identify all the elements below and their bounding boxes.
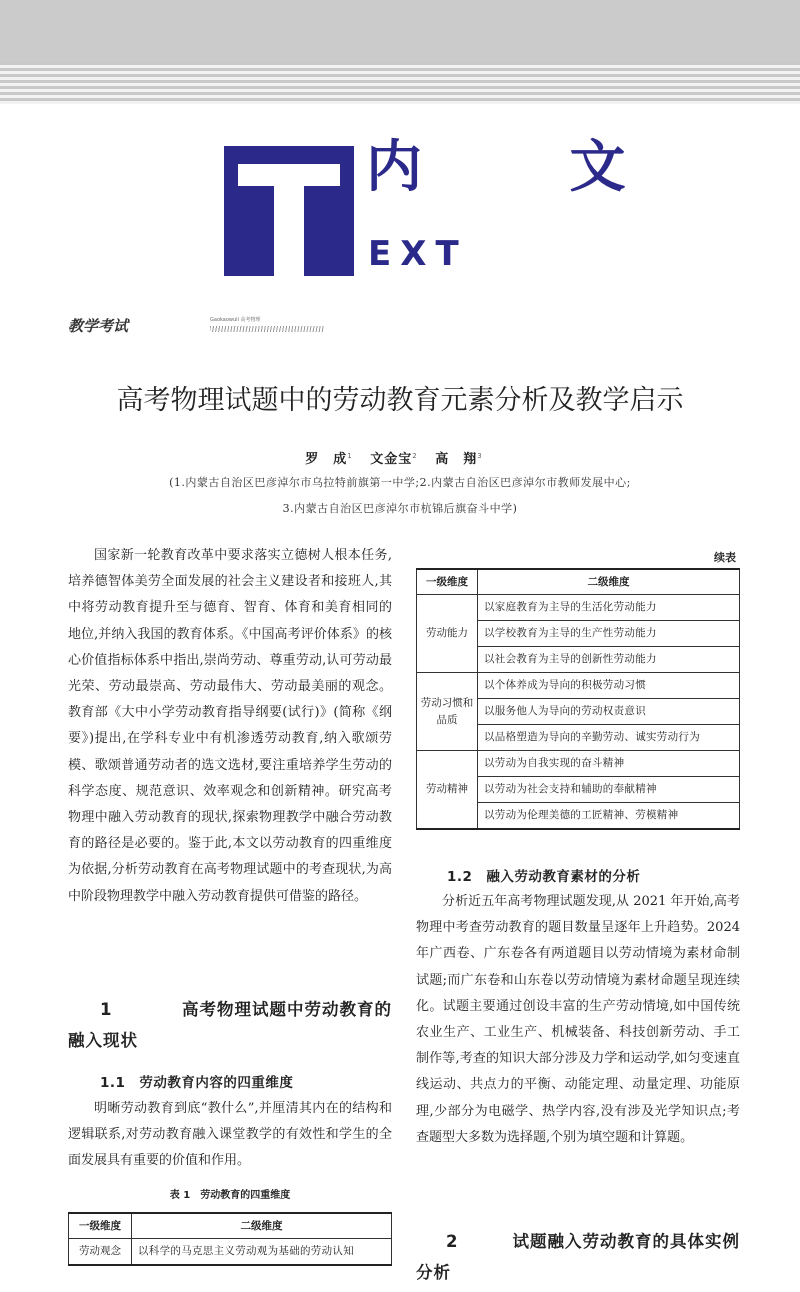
para-1-1 [68,1096,392,1175]
table-cell: 以服务他人为导向的劳动权责意识 [478,699,740,725]
section-divider [210,326,324,332]
table-cell: 以科学的马克思主义劳动观为基础的劳动认知 [132,1239,392,1266]
heading-1-num: 1 [100,1000,113,1019]
author-sup: 1 [347,451,353,460]
affiliation-line-1: (1.内蒙古自治区巴彦淖尔市乌拉特前旗第一中学;2.内蒙古自治区巴彦淖尔市教师发展中心; [169,476,631,489]
para-1-1-text: 明晰劳动教育到底“教什么”,并厘清其内在的结构和逻辑联系,对劳动教育融入课堂教学的有效性和学生的全面发展具有重要的价值和作用。 [68,1101,392,1169]
heading-1 [68,994,392,1056]
table-cell: 以劳动为伦理美德的工匠精神、劳模精神 [478,803,740,830]
para-1-2 [416,889,740,1151]
heading-2-line1: 试题融入劳动教育的具体实例 [512,1232,740,1251]
table-cell: 以劳动为自我实现的奋斗精神 [478,751,740,777]
heading-1-line1: 高考物理试题中劳动教育的 [182,1000,392,1019]
header-bar [0,0,800,62]
author-sup: 3 [477,451,483,460]
heading-2-line2: 分析 [416,1263,451,1282]
table-cell: 以学校教育为主导的生产性劳动能力 [478,621,740,647]
table-cell: 以社会教育为主导的创新性劳动能力 [478,647,740,673]
author-name: 高 翔 [435,452,478,467]
table-head-1: 一级维度 [69,1213,132,1239]
table-group-label: 劳动能力 [417,595,478,673]
table-cell: 以个体养成为导向的积极劳动习惯 [478,673,740,699]
logo-en-text: EXT [368,234,468,274]
heading-1-2: 1.2 融入劳动教育素材的分析 [447,869,641,885]
author-name: 文金宝 [370,452,413,467]
table-head-2: 二级维度 [132,1213,392,1239]
table-cell: 以家庭教育为主导的生活化劳动能力 [478,595,740,621]
table-cell: 以劳动为社会支持和辅助的奉献精神 [478,777,740,803]
section-title: 教学考试 [68,317,129,335]
intro-paragraph [68,543,392,910]
table-1-continued [416,568,740,830]
logo-t-block [224,146,354,276]
table-1 [68,1212,392,1266]
heading-1-line2: 融入现状 [68,1031,138,1050]
heading-2-num: 2 [446,1232,459,1251]
table-cell: 以品格塑造为导向的辛勤劳动、诚实劳动行为 [478,725,740,751]
header-stripes [0,62,800,104]
logo-t-stem [274,164,304,276]
table-head-1: 一级维度 [417,569,478,595]
table-row-label: 劳动观念 [69,1239,132,1266]
affiliation-line-2: 3.内蒙古自治区巴彦淖尔市杭锦后旗奋斗中学) [282,502,518,515]
authors [0,448,800,467]
table-head-2: 二级维度 [478,569,740,595]
para-1-2-text: 分析近五年高考物理试题发现,从 2021 年开始,高考物理中考查劳动教育的题目数量呈逐年上升趋势。2024 年广西卷、广东卷各有两道题目以劳动情境为素材命制试题;而广东卷和山东卷以劳动情境为素材命题呈现连续化。试题主要通过创设丰富的生产劳动情境,如中国传统农业生产、工业生产、机械装备、科技创新劳动、手工制作等,考查的知识大部分涉及力学和运动学,如匀变速直线运动、共点力的平衡、动能定理、动量定理、功能原理,少部分为电磁学、热学内容,没有涉及光学知识点;考查题型大多数为选择题,个别为填空题和计算题。 [416,894,740,1145]
author-sup: 2 [412,451,418,460]
section-label [68,315,268,335]
logo-cn-text: 内 文 [366,135,690,200]
author-name: 罗 成 [305,452,348,467]
section-en: Gaokaowuli 高考物理 [210,317,261,323]
table-group-label: 劳动习惯和品质 [417,673,478,751]
table-caption: 表 1 劳动教育的四重维度 [169,1190,291,1201]
heading-1-1: 1.1 劳动教育内容的四重维度 [100,1075,294,1091]
intro-text: 国家新一轮教育改革中要求落实立德树人根本任务,培养德智体美劳全面发展的社会主义建设者和接班人,其中将劳动教育提升至与德育、智育、体育和美育相同的地位,并纳入我国的教育体系。《中国高考评价体系》的核心价值指标体系中指出,崇尚劳动、尊重劳动,认可劳动最光荣、劳动最崇高、劳动最伟大、劳动最美丽的观念。教育部《大中小学劳动教育指导纲要(试行)》(简称《纲要》)提出,在学科专业中有机渗透劳动教育,纳入歌颂劳模、歌颂普通劳动者的选文选材,要注重培养学生劳动的科学态度、规范意识、效率观念和创新精神。研究高考物理中融入劳动教育的现状,探索物理教学中融合劳动教育的路径是必要的。鉴于此,本文以劳动教育的四重维度为依据,分析劳动教育在高考物理试题中的考查现状,为高中阶段物理教学中融入劳动教育提供可借鉴的路径。 [68,548,392,904]
article-title: 高考物理试题中的劳动教育元素分析及教学启示 [116,385,684,416]
heading-2 [416,1226,740,1288]
table-group-label: 劳动精神 [417,751,478,830]
continued-label: 续表 [714,551,736,564]
